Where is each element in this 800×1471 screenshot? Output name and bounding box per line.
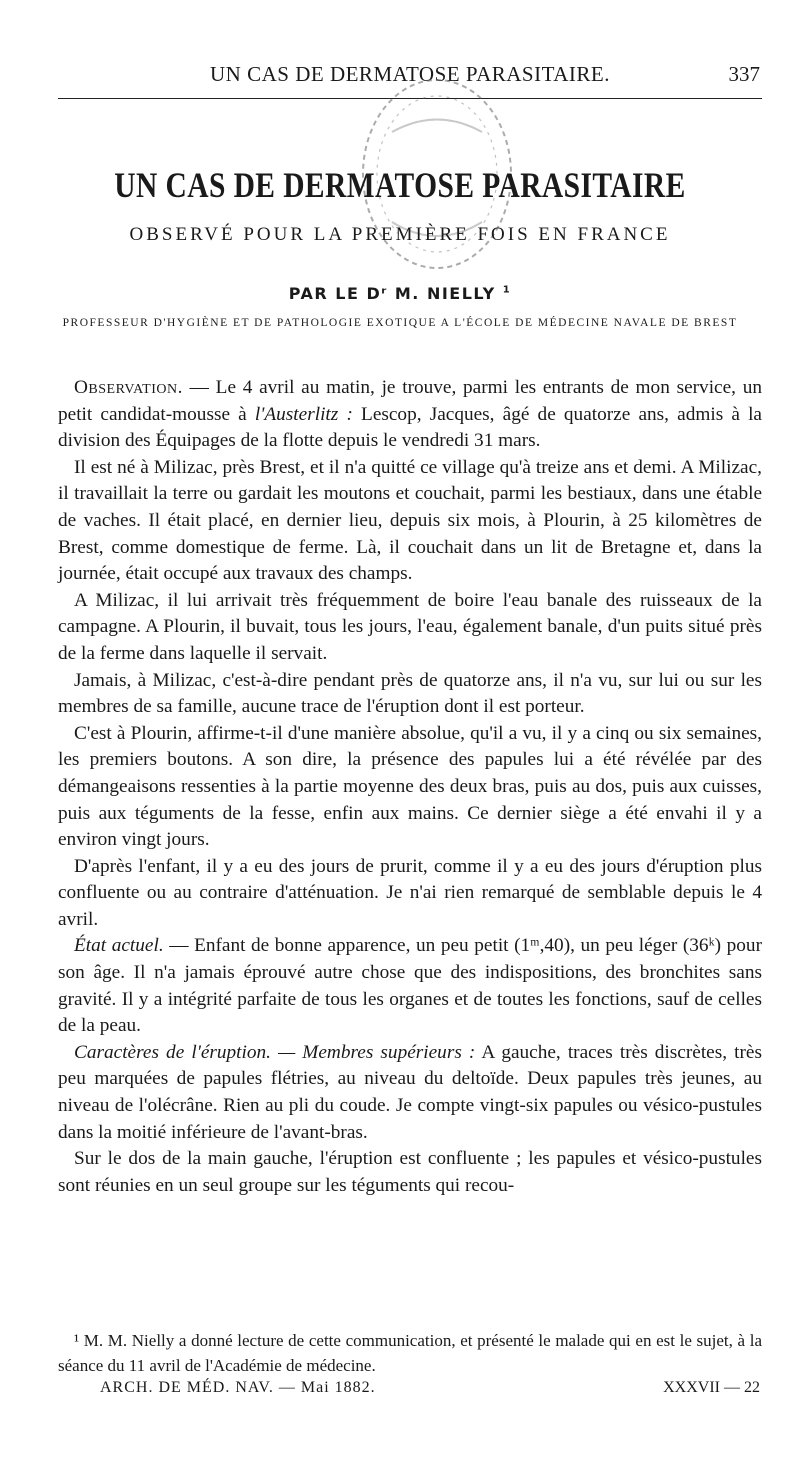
footnote bbox=[58, 1328, 762, 1378]
paragraph: C'est à Plourin, affirme-t-il d'une manière absolue, qu'il a vu, il y a cinq ou six semaines, les premiers boutons. A son dire, la présence des papules lui a été révélée par des démangeaisons ressenties à la partie moyenne des deux bras, puis au dos, puis aux cuisses, puis aux téguments de la fesse, enfin aux mains. Ce dernier siège a été envahi il y a environ vingt jours. bbox=[58, 722, 762, 851]
paragraph: Jamais, à Milizac, c'est-à-dire pendant près de quatorze ans, il n'a vu, sur lui ou sur les membres de sa famille, aucune trace de l'éruption dont il est porteur. bbox=[58, 669, 762, 718]
author-affiliation: PROFESSEUR D'HYGIÈNE ET DE PATHOLOGIE EXOTIQUE A L'ÉCOLE DE MÉDECINE NAVALE DE BREST bbox=[62, 317, 738, 329]
journal-reference: ARCH. DE MÉD. NAV. — Mai 1882. bbox=[100, 1379, 376, 1396]
section-label: Observation. bbox=[74, 377, 183, 398]
author-name: PAR LE Dʳ M. NIELLY bbox=[288, 284, 496, 303]
page-number: 337 bbox=[728, 62, 760, 86]
footnote-text: M. M. Nielly a donné lecture de cette communication, et présenté le malade qui en est le sujet, à la séance du 11 avril de l'Académie de médecine. bbox=[58, 1331, 762, 1375]
paragraph: État actuel. — Enfant de bonne apparence, un peu petit (1ᵐ,40), un peu léger (36ᵏ) pour son âge. Il n'a jamais éprouvé autre chose que des indispositions, des bronchites sans gravité. Il y a intégrité parfaite de tous les organes et de toutes les fonctions, sauf de celles de la peau. bbox=[58, 935, 762, 1037]
paragraph: D'après l'enfant, il y a eu des jours de prurit, comme il y a eu des jours d'éruption plus confluente ou au contraire d'atténuation. Je n'ai rien remarqué de semblable depuis le 4 avril. bbox=[58, 855, 762, 930]
article-body bbox=[58, 375, 762, 1199]
footnote-marker: ¹ bbox=[74, 1331, 80, 1350]
page-footer bbox=[100, 1379, 760, 1405]
paragraph: Caractères de l'éruption. — Membres supérieurs : A gauche, traces très discrètes, très peu marquées de papules flétries, au niveau du deltoïde. Deux papules très jeunes, au niveau de l'olécrâne. Rien au pli du coude. Je compte vingt-six papules ou vésico-pustules dans la moitié inférieure de l'avant-bras. bbox=[58, 1041, 762, 1143]
paragraph: Il est né à Milizac, près Brest, et il n'a quitté ce village qu'à treize ans et demi. A Milizac, il travaillait la terre ou gardait les moutons et couchait, parmi les bestiaux, dans une étable de vaches. Il était placé, en dernier lieu, depuis six mois, à Plourin, à 25 kilomètres de Brest, comme domestique de ferme. Là, il couchait dans un lit de Bretagne et, dans la journée, était occupé aux travaux des champs. bbox=[58, 456, 762, 585]
paragraph: A Milizac, il lui arrivait très fréquemment de boire l'eau banale des ruisseaux de la campagne. A Plourin, il buvait, tous les jours, l'eau, également banale, d'un puits situé près de la ferme dans laquelle il servait. bbox=[58, 589, 762, 664]
paragraph: Observation. — Le 4 avril au matin, je trouve, parmi les entrants de mon service, un petit candidat-mousse à l'Austerlitz : Lescop, Jacques, âgé de quatorze ans, admis à la division des Équipages de la flotte depuis le vendredi 31 mars. bbox=[58, 377, 762, 452]
section-label: État actuel. bbox=[74, 935, 164, 957]
paragraph: Sur le dos de la main gauche, l'éruption est confluente ; les papules et vésico-pustules sont réunies en un seul groupe sur les téguments qui recou- bbox=[58, 1148, 762, 1196]
running-title: UN CAS DE DERMATOSE PARASITAIRE. bbox=[210, 62, 610, 86]
ship-name: l'Austerlitz : bbox=[254, 403, 353, 425]
article-subtitle: OBSERVÉ POUR LA PREMIÈRE FOIS EN FRANCE bbox=[129, 224, 671, 245]
author-byline bbox=[0, 284, 800, 303]
section-label: Caractères de l'éruption. — Membres supérieurs : bbox=[74, 1041, 476, 1063]
article-title: UN CAS DE DERMATOSE PARASITAIRE bbox=[114, 165, 686, 205]
footnote-ref: 1 bbox=[502, 284, 512, 296]
signature-mark: XXXVII — 22 bbox=[663, 1379, 760, 1396]
